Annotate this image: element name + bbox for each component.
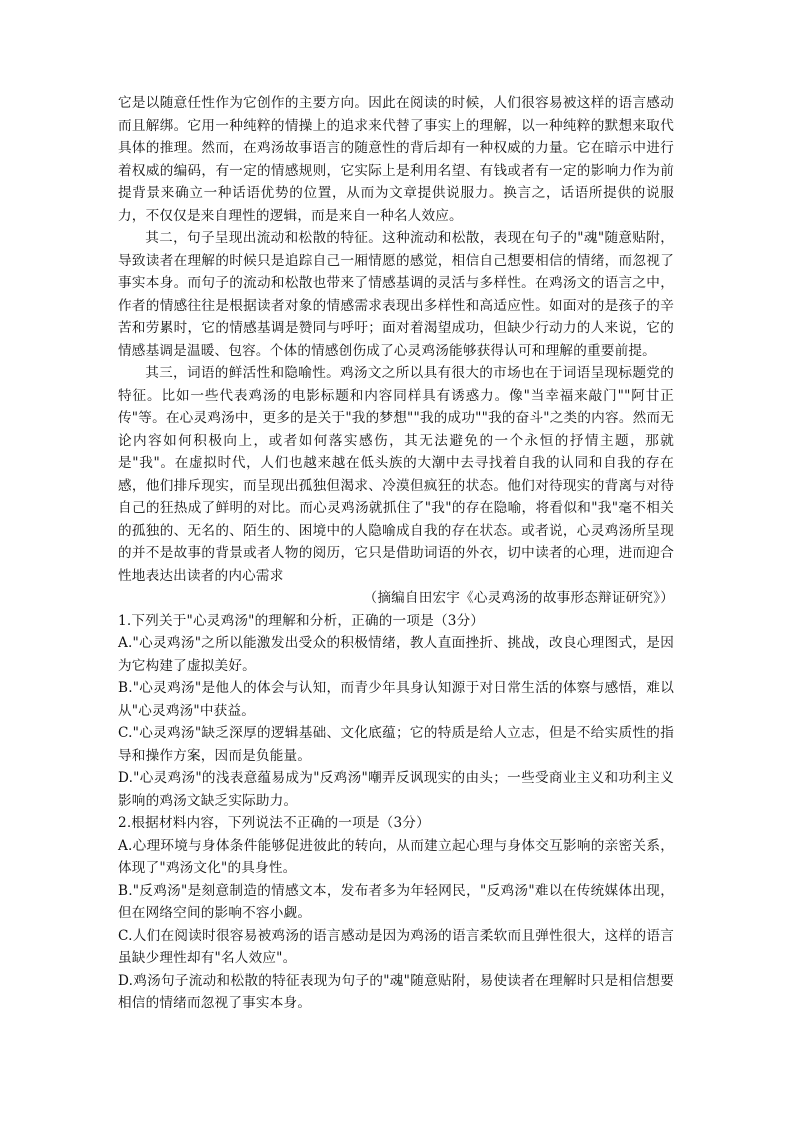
question-1-option-d: D."心灵鸡汤"的浅表意蕴易成为"反鸡汤"嘲弄反讽现实的由头；一些受商业主义和功利主义影响的鸡汤文缺乏实际助力。	[118, 770, 674, 809]
passage-paragraph-2: 其二，句子呈现出流动和松散的特征。这种流动和松散，表现在句子的"魂"随意贴附，导致读者在理解的时候只是追踪自己一厢情愿的感觉，相信自己想要相信的情绪，而忽视了事实本身。而句子的流动和松散也带来了情感基调的灵活与多样性。在鸡汤文的语言之中，作者的情感往往是根据读者对象的情感需求表现出多样性和高适应性。如面对的是孩子的辛苦和劳累时，它的情感基调是赞同与呼吁；面对着渴望成功，但缺少行动力的人来说，它的情感基调是温暖、包容。个体的情感创伤成了心灵鸡汤能够获得认可和理解的重要前提。	[118, 230, 674, 359]
question-1-option-c: C."心灵鸡汤"缺乏深厚的逻辑基础、文化底蕴；它的特质是给人立志，但是不给实质性的指导和操作方案，因而是负能量。	[118, 725, 674, 764]
question-2-option-c: C.人们在阅读时很容易被鸡汤的语言感动是因为鸡汤的语言柔软而且弹性很大，这样的语言虽缺少理性却有"名人效应"。	[118, 927, 674, 966]
passage-paragraph-1: 它是以随意任性作为它创作的主要方向。因此在阅读的时候，人们很容易被这样的语言感动而且解绑。它用一种纯粹的情操上的追求来代替了事实上的理解，以一种纯粹的默想来取代具体的推理。然而，在鸡汤故事语言的随意性的背后却有一种权威的力量。它在暗示中进行着权威的编码，有一定的情感规则，它实际上是利用名望、有钱或者有一定的影响力作为前提背景来确立一种话语优势的位置，从而为文章提供说服力。换言之，话语所提供的说服力，不仅仅是来自理性的逻辑，而是来自一种名人效应。	[118, 95, 674, 224]
question-1-stem: 1.下列关于"心灵鸡汤"的理解和分析，正确的一项是（3分）	[118, 612, 485, 629]
question-2-stem: 2.根据材料内容，下列说法不正确的一项是（3分）	[118, 815, 430, 831]
question-2-option-b: B."反鸡汤"是刻意制造的情感文本，发布者多为年轻网民，"反鸡汤"难以在传统媒体出现，但在网络空间的影响不容小觑。	[118, 882, 674, 921]
source-citation: （摘编自田宏宇《心灵鸡汤的故事形态辩证研究》）	[363, 590, 674, 606]
document-page	[118, 92, 674, 1015]
question-1-option-a: A."心灵鸡汤"之所以能激发出受众的积极情绪，教人直面挫折、挑战，改良心理图式，是因为它构建了虚拟美好。	[118, 635, 674, 674]
question-2	[118, 812, 674, 1015]
question-2-option-d: D.鸡汤句子流动和松散的特征表现为句子的"魂"随意贴附，易使读者在理解时只是相信想要相信的情绪而忽视了事实本身。	[118, 972, 674, 1011]
question-1-option-b: B."心灵鸡汤"是他人的体会与认知，而青少年具身认知源于对日常生活的体察与感悟，难以从"心灵鸡汤"中获益。	[118, 680, 674, 719]
passage-paragraph-3: 其三，词语的鲜活性和隐喻性。鸡汤文之所以具有很大的市场也在于词语呈现标题党的特征。比如一些代表鸡汤的电影标题和内容同样具有诱惑力。像"当幸福来敲门""阿甘正传"等。在心灵鸡汤中，更多的是关于"我的梦想""我的成功""我的奋斗"之类的内容。然而无论内容如何积极向上，或者如何落实感伤，其无法避免的一个永恒的抒情主题，那就是"我"。在虚拟时代，人们也越来越在低头族的大潮中去寻找着自我的认同和自我的存在感，他们排斥现实，而呈现出孤独但渴求、冷漠但疯狂的状态。他们对待现实的背离与对待自己的狂热成了鲜明的对比。而心灵鸡汤就抓住了"我"的存在隐喻，将看似和"我"毫不相关的孤独的、无名的、陌生的、困境中的人隐喻成自我的存在状态。或者说，心灵鸡汤所呈现的并不是故事的背景或者人物的阅历，它只是借助词语的外衣，切中读者的心理，进而迎合性地表达出读者的内心需求	[118, 365, 674, 584]
question-2-option-a: A.心理环境与身体条件能够促进彼此的转向，从而建立起心理与身体交互影响的亲密关系，体现了"鸡汤文化"的具身性。	[118, 837, 674, 876]
question-1	[118, 610, 674, 813]
